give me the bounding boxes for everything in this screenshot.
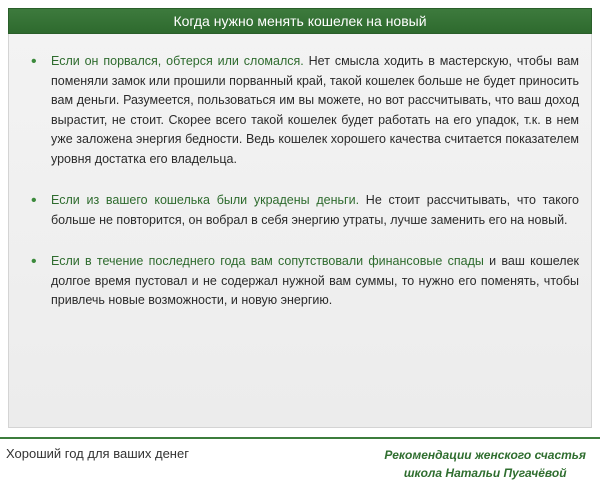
- bullet-icon: •: [31, 192, 37, 209]
- item-lead: Если он порвался, обтерся или сломался.: [51, 54, 304, 68]
- footer-signature: [384, 446, 586, 482]
- bullet-icon: •: [31, 53, 37, 70]
- item-lead: Если из вашего кошелька были украдены деньги.: [51, 193, 360, 207]
- header-bar: [8, 8, 592, 34]
- footer-divider: [0, 437, 600, 439]
- item-lead: Если в течение последнего года вам сопутствовали финансовые спады: [51, 254, 484, 268]
- signature-line-2: школа Натальи Пугачёвой: [403, 466, 567, 480]
- item-text: и ваш кошелек долгое время пустовал и не содержал нужной вам суммы, то нужно его поменять, чтобы привлечь новые возможности, и новую энергию.: [51, 254, 579, 307]
- list-item: [31, 52, 579, 169]
- list-item: [31, 252, 579, 311]
- tips-list: [31, 52, 579, 333]
- list-item: [31, 191, 579, 230]
- signature-line-1: Рекомендации женского счастья: [384, 448, 586, 462]
- item-text: Не стоит рассчитывать, что такого больше не повторится, он вобрал в себя энергию утраты, лучше заменить его на новый.: [51, 193, 580, 227]
- footer-caption: Хороший год для ваших денег: [6, 446, 189, 461]
- page-title: Когда нужно менять кошелек на новый: [173, 13, 427, 29]
- bullet-icon: •: [31, 253, 37, 270]
- item-text: Нет смысла ходить в мастерскую, чтобы вам поменяли замок или прошили порванный край, такой кошелек больше не будет приносить вам деньги. Разумеется, пользоваться им вы можете, но вот рассчитывать, что ваш доход вырастит, не стоит. Скорее всего такой кошелек будет работать на его упадок, т.к. в нем уже заложена энергия бедности. Ведь кошелек хорошего качества считается показателем уровня достатка его владельца.: [51, 54, 579, 166]
- content-card: [8, 34, 592, 428]
